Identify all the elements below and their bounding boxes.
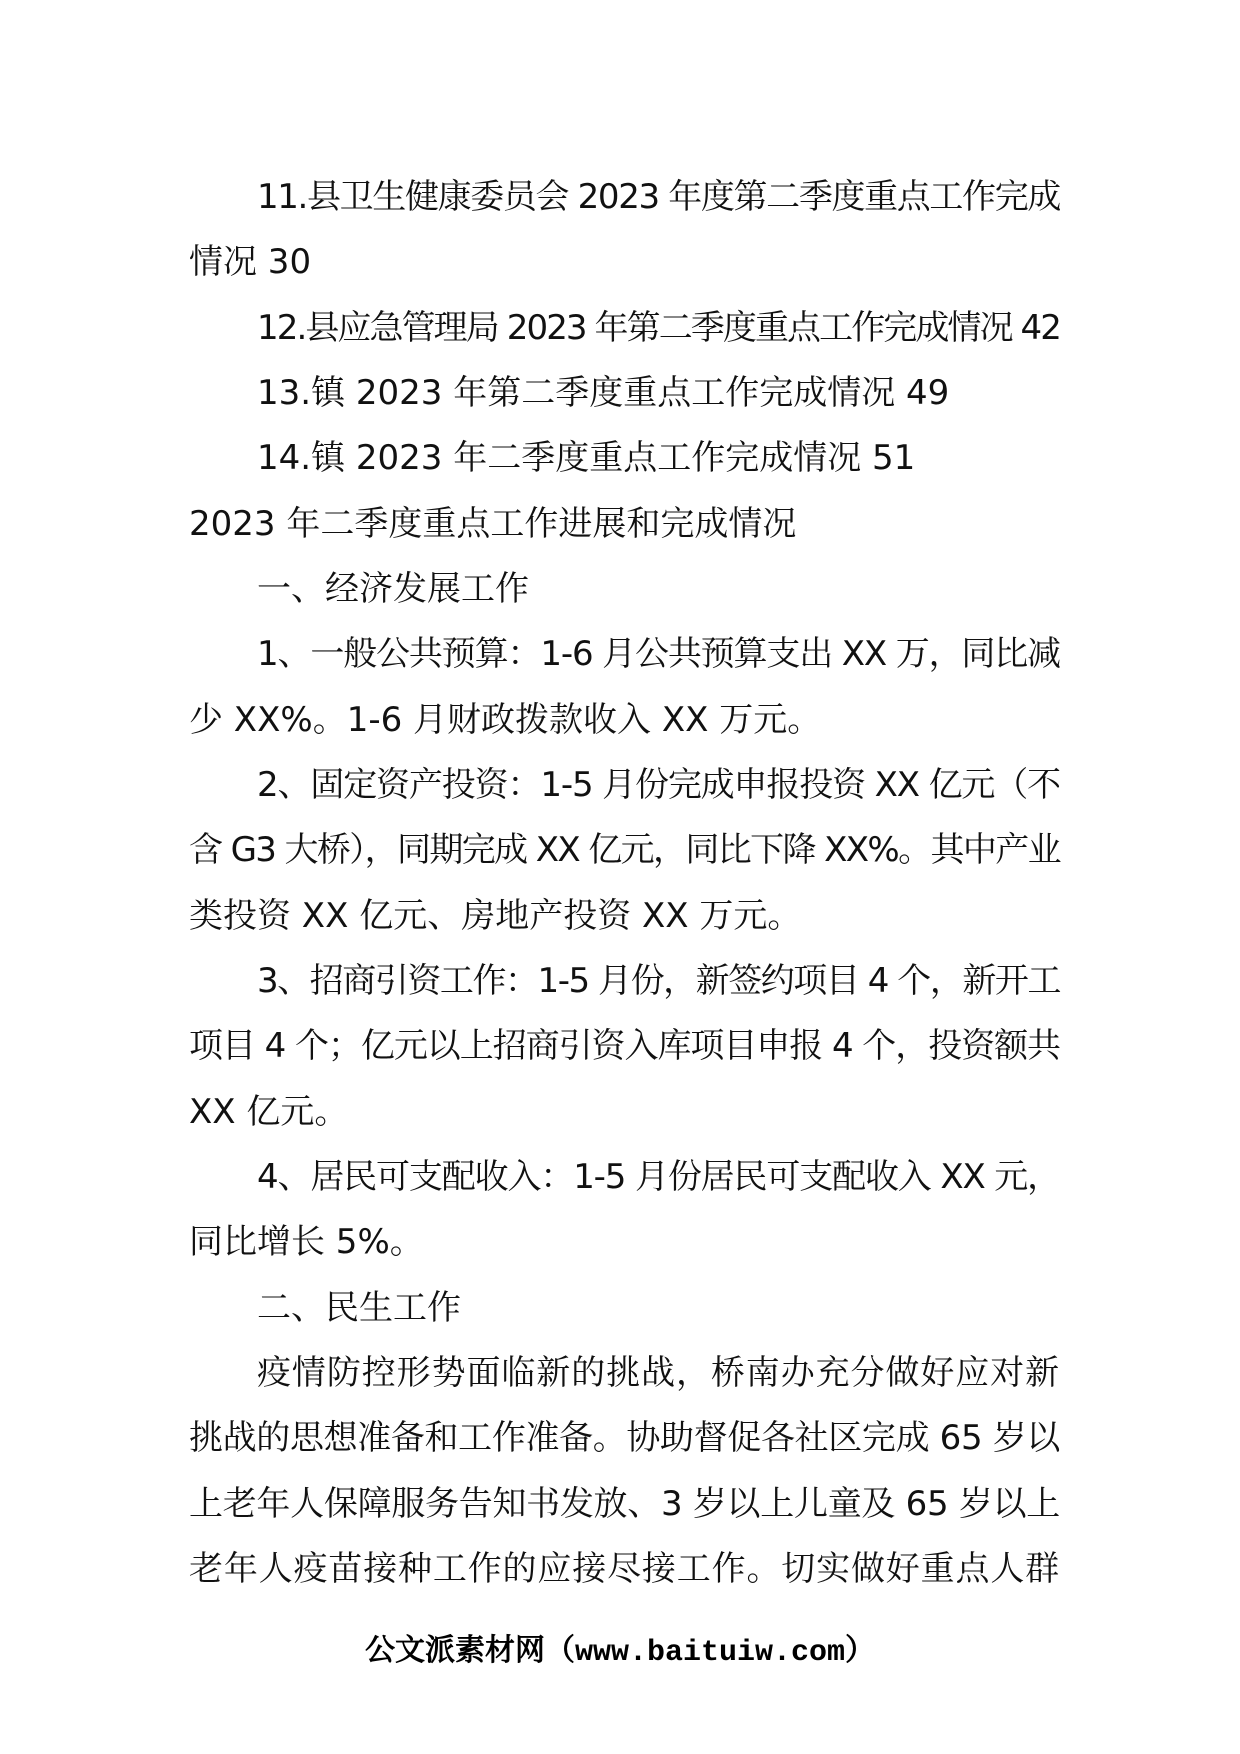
- paragraph: [189, 753, 1060, 949]
- paragraph-text: 疫情防控形势面临新的挑战，桥南办充分做好应对新: [257, 1352, 1060, 1393]
- paragraph-text: 2、固定资产投资：1-5 月份完成申报投资 XX 亿元（不: [257, 764, 1060, 805]
- section-heading: [189, 1276, 1060, 1341]
- watermark-site-name: 公文派素材网: [364, 1633, 545, 1668]
- paragraph-text: 少 XX%。1-6 月财政拨款收入 XX 万元。: [189, 699, 822, 740]
- paragraph-line: [189, 753, 1060, 818]
- table-of-contents: [189, 165, 1060, 492]
- paragraph-text: 类投资 XX 亿元、房地产投资 XX 万元。: [189, 895, 802, 936]
- paragraph: [189, 949, 1060, 1145]
- section-heading-text: 二、民生工作: [257, 1287, 461, 1328]
- paragraph-line: [189, 1341, 1060, 1406]
- paragraph-text: 项目 4 个；亿元以上招商引资入库项目申报 4 个，投资额共: [189, 1026, 1060, 1067]
- paragraph-line: [189, 622, 1060, 687]
- toc-item: [189, 165, 1060, 296]
- toc-item-line: [189, 426, 1060, 491]
- paragraph-text: 1、一般公共预算：1-6 月公共预算支出 XX 万，同比减: [257, 634, 1060, 675]
- toc-item-text: 12.县应急管理局 2023 年第二季度重点工作完成情况 42: [257, 307, 1060, 348]
- paragraph-text: 同比增长 5%。: [189, 1222, 424, 1263]
- report-title: [189, 492, 1060, 557]
- paragraph-text: 4、居民可支配收入：1-5 月份居民可支配收入 XX 元，: [257, 1156, 1060, 1197]
- paragraph-text: 上老年人保障服务告知书发放、3 岁以上儿童及 65 岁以上: [189, 1483, 1060, 1524]
- paragraph-line: [189, 1080, 1060, 1145]
- paragraph-line: [189, 1406, 1060, 1471]
- toc-item-line: [189, 165, 1060, 230]
- paragraph-line: [189, 1145, 1060, 1210]
- paragraph-line: [189, 818, 1060, 883]
- paragraph-line: [189, 1014, 1060, 1079]
- report-title-text: 2023 年二季度重点工作进展和完成情况: [189, 503, 797, 544]
- paragraph-line: [189, 1537, 1060, 1602]
- paragraph-text: XX 亿元。: [189, 1091, 349, 1132]
- toc-item: [189, 426, 1060, 491]
- paragraph: [189, 622, 1060, 753]
- toc-item-text: 13.镇 2023 年第二季度重点工作完成情况 49: [257, 372, 950, 413]
- paragraph-line: [189, 949, 1060, 1014]
- toc-item: [189, 361, 1060, 426]
- paragraph-text: 3、招商引资工作：1-5 月份，新签约项目 4 个，新开工: [257, 960, 1060, 1001]
- section-heading: [189, 557, 1060, 622]
- paragraph-line: [189, 688, 1060, 753]
- toc-item-text: 11.县卫生健康委员会 2023 年度第二季度重点工作完成: [257, 177, 1060, 217]
- section-heading-text: 一、经济发展工作: [257, 568, 529, 609]
- toc-item-text: 14.镇 2023 年二季度重点工作完成情况 51: [257, 438, 916, 479]
- paragraph-text: 挑战的思想准备和工作准备。协助督促各社区完成 65 岁以: [189, 1418, 1060, 1459]
- toc-item-line: [189, 296, 1060, 361]
- toc-item-text: 情况 30: [189, 242, 312, 283]
- section-livelihood: [189, 1276, 1060, 1603]
- toc-item-line: [189, 361, 1060, 426]
- paragraph-line: [189, 1472, 1060, 1537]
- paragraph: [189, 1341, 1060, 1602]
- page-body: [189, 165, 1060, 1602]
- footer-watermark: [0, 1626, 1240, 1676]
- toc-item-line: [189, 230, 1060, 295]
- paragraph-line: [189, 884, 1060, 949]
- paragraph: [189, 1145, 1060, 1276]
- paragraph-text: 含 G3 大桥），同期完成 XX 亿元，同比下降 XX%。其中产业: [189, 830, 1060, 871]
- paragraph-line: [189, 1210, 1060, 1275]
- section-economic-development: [189, 557, 1060, 1276]
- paragraph-text: 老年人疫苗接种工作的应接尽接工作。切实做好重点人群: [189, 1548, 1060, 1589]
- toc-item: [189, 296, 1060, 361]
- watermark-url: （www.baituiw.com）: [544, 1636, 876, 1670]
